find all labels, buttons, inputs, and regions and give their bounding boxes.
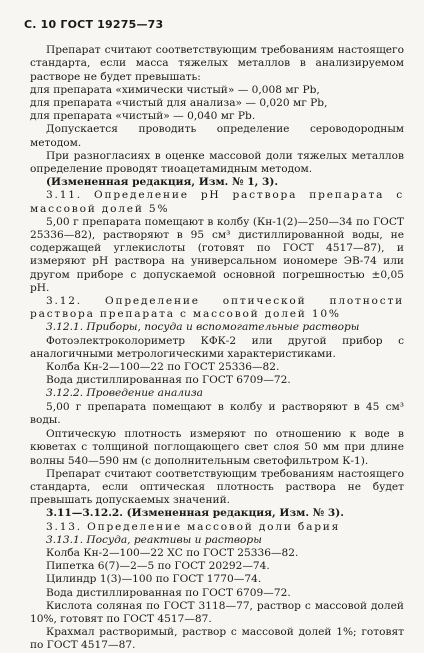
paragraph-25: Кислота соляная по ГОСТ 3118—77, раствор с массовой долей 10%, готовят по ГОСТ 4517—87.: [30, 599, 404, 625]
paragraph-24: Вода дистиллированная по ГОСТ 6709—72.: [46, 586, 291, 599]
paragraph-1: для препарата «химически чистый» — 0,008 мг Pb,: [30, 83, 320, 96]
paragraph-16: Оптическую плотность измеряют по отношению к воде в кюветах с толщиной поглощающего свет слоя 50 мм при длине волны 540—590 нм (с дополнительным светофильтром К-1).: [30, 428, 404, 467]
paragraph-8: 5,00 г препарата помещают в колбу (Кн-1(2)—250—34 по ГОСТ 25336—82), растворяют в 95 см³ дистиллированной воды, не содержащей углекислоты (готовят по ГОСТ 4517—87), и измеряют pH раствора на универсальном иономере ЭВ-74 или другом приборе с допускаемой основной погрешностью ±0,05 pH.: [30, 215, 404, 294]
paragraph-5: При разногласиях в оценке массовой доли тяжелых металлов определение проводят тиоацетамидным методом.: [30, 149, 404, 176]
paragraph-22: Пипетка 6(7)—2—5 по ГОСТ 20292—74.: [46, 560, 270, 573]
paragraph-26: Крахмал растворимый, раствор с массовой долей 1%; готовят по ГОСТ 4517—87.: [30, 626, 404, 652]
paragraph-13: Вода дистиллированная по ГОСТ 6709—72.: [46, 374, 291, 387]
paragraph-23: Цилиндр 1(3)—100 по ГОСТ 1770—74.: [46, 573, 262, 586]
paragraph-7: 3.11. Определение pH раствора препарата с массовой долей 5%: [30, 189, 404, 215]
paragraph-12: Колба Кн-2—100—22 по ГОСТ 25336—82.: [46, 361, 280, 374]
document-body: [30, 44, 404, 652]
paragraph-21: Колба Кн-2—100—22 ХС по ГОСТ 25336—82.: [46, 546, 299, 559]
paragraph-20: 3.13.1. Посуда, реактивы и растворы: [46, 533, 262, 546]
paragraph-15: 5,00 г препарата помещают в колбу и растворяют в 45 см³ воды.: [30, 400, 404, 426]
paragraph-4: Допускается проводить определение сероводородным методом.: [30, 123, 404, 149]
page-header: С. 10 ГОСТ 19275—73: [24, 18, 164, 31]
paragraph-11: Фотоэлектроколориметр КФК-2 или другой прибор с аналогичными метрологическими характеристиками.: [30, 334, 404, 360]
paragraph-0: Препарат считают соответствующим требованиям настоящего стандарта, если масса тяжелых металлов в анализируемом растворе не будет превышать:: [30, 44, 404, 83]
paragraph-3: для препарата «чистый» — 0,040 мг Pb.: [30, 110, 256, 123]
paragraph-17: Препарат считают соответствующим требованиям настоящего стандарта, если оптическая плотность раствора не будет превышать допускаемых значений.: [30, 467, 404, 507]
paragraph-2: для препарата «чистый для анализа» — 0,020 мг Pb,: [30, 97, 328, 110]
paragraph-9: 3.12. Определение оптической плотности раствора препарата с массовой долей 10%: [30, 295, 404, 321]
paragraph-10: 3.12.1. Приборы, посуда и вспомогательные растворы: [46, 321, 360, 334]
paragraph-14: 3.12.2. Проведение анализа: [46, 387, 203, 400]
paragraph-6: (Измененная редакция, Изм. № 1, 3).: [46, 176, 279, 189]
paragraph-19: 3.13. Определение массовой доли бария: [46, 520, 341, 533]
paragraph-18: 3.11—3.12.2. (Измененная редакция, Изм. № 3).: [46, 507, 344, 520]
